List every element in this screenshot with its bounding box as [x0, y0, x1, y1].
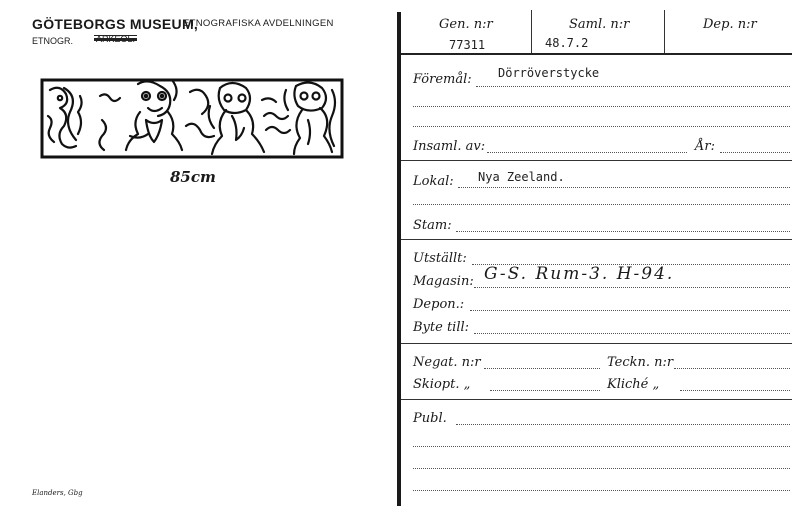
- carving-sketch: [40, 76, 345, 162]
- stam-label: Stam:: [413, 218, 452, 233]
- ar-line: [720, 152, 790, 153]
- kliche-line: [680, 390, 790, 391]
- depon-line: [470, 310, 790, 311]
- byte-label: Byte till:: [413, 320, 470, 335]
- stam-line: [456, 231, 790, 232]
- boxes-bottom-rule: [401, 53, 792, 55]
- struck-section-label: [96, 34, 135, 44]
- foremal-line: [476, 86, 790, 87]
- publ-label: Publ.: [413, 411, 447, 426]
- foremal-line-2: [413, 106, 790, 107]
- skiopt-line: [490, 390, 600, 391]
- insaml-line: [487, 152, 687, 153]
- dep-label: Dep. n:r: [703, 17, 757, 32]
- publ-line-4: [413, 490, 790, 491]
- magasin-label: Magasin:: [413, 274, 474, 289]
- box-separator-2: [664, 10, 665, 54]
- rule-3: [401, 343, 792, 344]
- teckn-line: [674, 368, 790, 369]
- museum-name: GÖTEBORGS MUSEUM,: [32, 16, 199, 32]
- rule-2: [401, 239, 792, 240]
- publ-line: [456, 424, 790, 425]
- department-name: ETNOGRAFISKA AVDELNINGEN: [183, 18, 334, 29]
- box-separator-1: [531, 10, 532, 54]
- card-divider: [397, 12, 401, 506]
- strike-mark-top: [94, 35, 137, 36]
- publ-line-2: [413, 446, 790, 447]
- magasin-value: G-S. Rum-3. H-94.: [484, 264, 675, 284]
- lokal-value: Nya Zeeland.: [478, 170, 565, 184]
- negat-label: Negat. n:r: [413, 355, 481, 370]
- saml-value: 48.7.2: [545, 36, 589, 50]
- foremal-line-3: [413, 126, 790, 127]
- lokal-line: [458, 187, 790, 188]
- kliche-label: Kliché „: [607, 377, 660, 392]
- teckn-label: Teckn. n:r: [607, 355, 674, 370]
- ar-label: År:: [695, 139, 715, 154]
- lokal-label: Lokal:: [413, 174, 454, 189]
- publ-line-3: [413, 468, 790, 469]
- size-note: 85cm: [170, 168, 216, 186]
- section-label: ETNOGR.: [32, 36, 74, 46]
- rule-4: [401, 399, 792, 400]
- skiopt-label: Skiopt. „: [413, 377, 471, 392]
- printer-mark: Elanders, Gbg: [32, 489, 83, 497]
- foremal-label: Föremål:: [413, 72, 472, 87]
- byte-line: [474, 333, 790, 334]
- number-boxes: [401, 10, 792, 52]
- strike-mark: [94, 38, 137, 41]
- depon-label: Depon.:: [413, 297, 465, 312]
- insaml-label: Insaml. av:: [413, 139, 486, 154]
- saml-label: Saml. n:r: [569, 17, 630, 32]
- negat-line: [484, 368, 600, 369]
- lokal-line-2: [413, 204, 790, 205]
- foremal-value: Dörröverstycke: [498, 66, 600, 80]
- magasin-line: [474, 287, 790, 288]
- gen-label: Gen. n:r: [439, 17, 493, 32]
- rule-1: [401, 160, 792, 161]
- utstallt-label: Utställt:: [413, 251, 467, 266]
- gen-value: 77311: [449, 38, 486, 52]
